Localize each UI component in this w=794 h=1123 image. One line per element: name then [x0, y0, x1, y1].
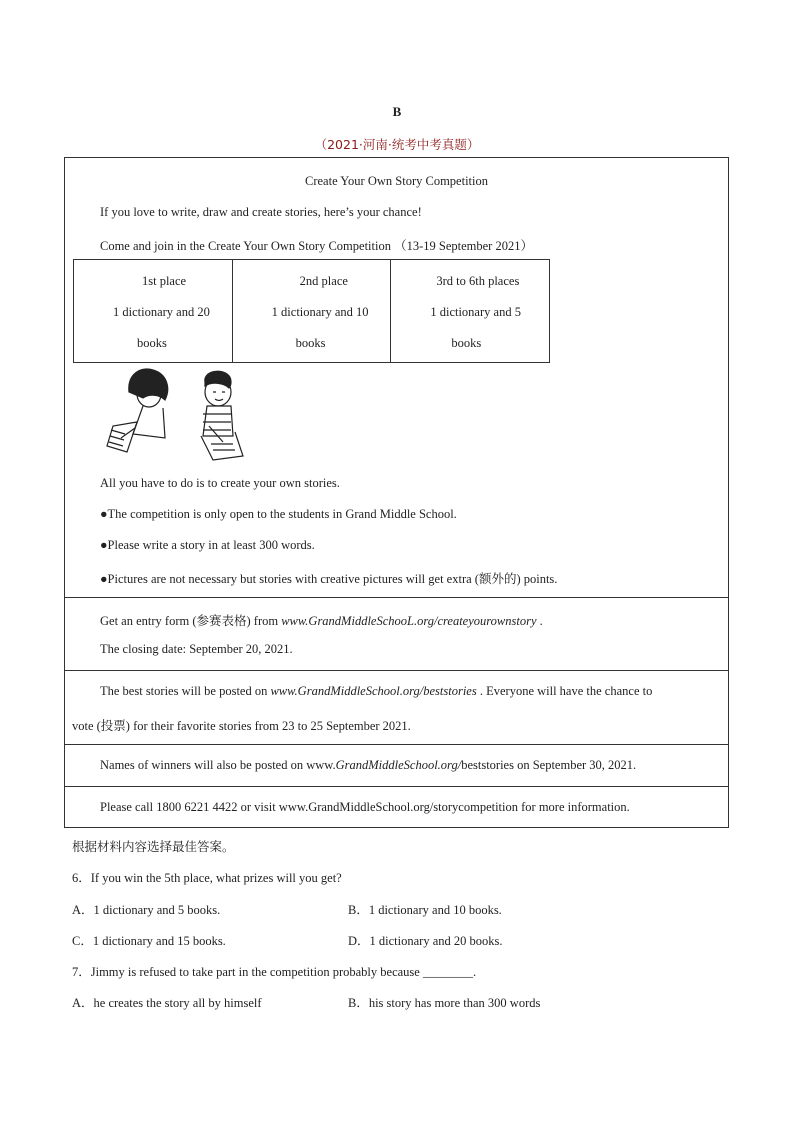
- option-6d[interactable]: D．1 dictionary and 20 books.: [348, 934, 503, 948]
- option-6b[interactable]: B．1 dictionary and 10 books.: [348, 903, 502, 917]
- entry-line: [100, 611, 543, 629]
- entry-url-link[interactable]: www.GrandMiddleSchooL.org/createyourownstory: [281, 614, 537, 628]
- winners-suffix: beststories on September 30, 2021.: [461, 758, 637, 772]
- winners-line: [100, 758, 636, 773]
- prize-line: books: [451, 336, 482, 350]
- entry-prefix: Get an entry form (参赛表格) from: [100, 614, 282, 628]
- voting-prefix: The best stories will be posted on: [100, 684, 271, 698]
- divider: [65, 786, 728, 787]
- section-letter: B: [392, 104, 402, 119]
- question-6-stem: 6．If you win the 5th place, what prizes will you get?: [72, 871, 342, 885]
- prize-line: 1 dictionary and 20: [113, 305, 210, 319]
- winners-prefix: Names of winners will also be posted on www.: [100, 758, 336, 772]
- winners-url-italic: GrandMiddleSchool.org/: [335, 758, 462, 772]
- option-7b[interactable]: B．his story has more than 300 words: [348, 996, 541, 1010]
- notice-join-line: Come and join in the Create Your Own Story Competition （13-19 September 2021）: [100, 239, 533, 253]
- contact-line: Please call 1800 6221 4422 or visit www.GrandMiddleSchool.org/storycompetition for more information.: [100, 800, 630, 814]
- prize-line: 1 dictionary and 10: [271, 305, 369, 319]
- prize-place: 3rd to 6th places: [436, 274, 520, 288]
- option-6c[interactable]: C．1 dictionary and 15 books.: [72, 934, 226, 948]
- entry-suffix: .: [536, 614, 543, 628]
- instruction: 根据材料内容选择最佳答案。: [72, 839, 235, 854]
- notice-task: All you have to do is to create your own stories.: [100, 476, 340, 490]
- prize-table: [73, 259, 550, 363]
- notice-title: Create Your Own Story Competition: [305, 174, 488, 188]
- prize-line: books: [295, 336, 326, 350]
- prize-line: books: [137, 336, 167, 350]
- prize-cell-first: [74, 260, 233, 362]
- rule-item: ●Please write a story in at least 300 words.: [100, 538, 315, 552]
- prize-place: 1st place: [142, 274, 187, 288]
- divider: [65, 744, 728, 745]
- voting-line-2: vote (投票) for their favorite stories from 23 to 25 September 2021.: [72, 719, 411, 733]
- prize-cell-third: [391, 260, 549, 362]
- notice-box: [64, 157, 729, 828]
- divider: [65, 597, 728, 598]
- prize-line: 1 dictionary and 5: [430, 305, 521, 319]
- closing-date: The closing date: September 20, 2021.: [100, 642, 293, 656]
- voting-line: [100, 684, 652, 699]
- divider: [65, 670, 728, 671]
- notice-intro: If you love to write, draw and create stories, here’s your chance!: [100, 205, 422, 219]
- source-label: （2021·河南·统考中考真题）: [314, 137, 480, 152]
- question-7-stem: 7．Jimmy is refused to take part in the competition probably because ________.: [72, 965, 477, 979]
- prize-cell-second: [233, 260, 392, 362]
- children-writing-illustration: [99, 364, 259, 468]
- rule-item: ●Pictures are not necessary but stories with creative pictures will get extra (额外的) points.: [100, 572, 558, 586]
- option-6a[interactable]: A．1 dictionary and 5 books.: [72, 903, 221, 917]
- rule-item: ●The competition is only open to the students in Grand Middle School.: [100, 507, 457, 521]
- voting-url-link[interactable]: www.GrandMiddleSchool.org/beststories: [270, 684, 477, 698]
- option-7a[interactable]: A．he creates the story all by himself: [72, 996, 262, 1010]
- prize-place: 2nd place: [299, 274, 348, 288]
- voting-suffix: . Everyone will have the chance to: [476, 684, 653, 698]
